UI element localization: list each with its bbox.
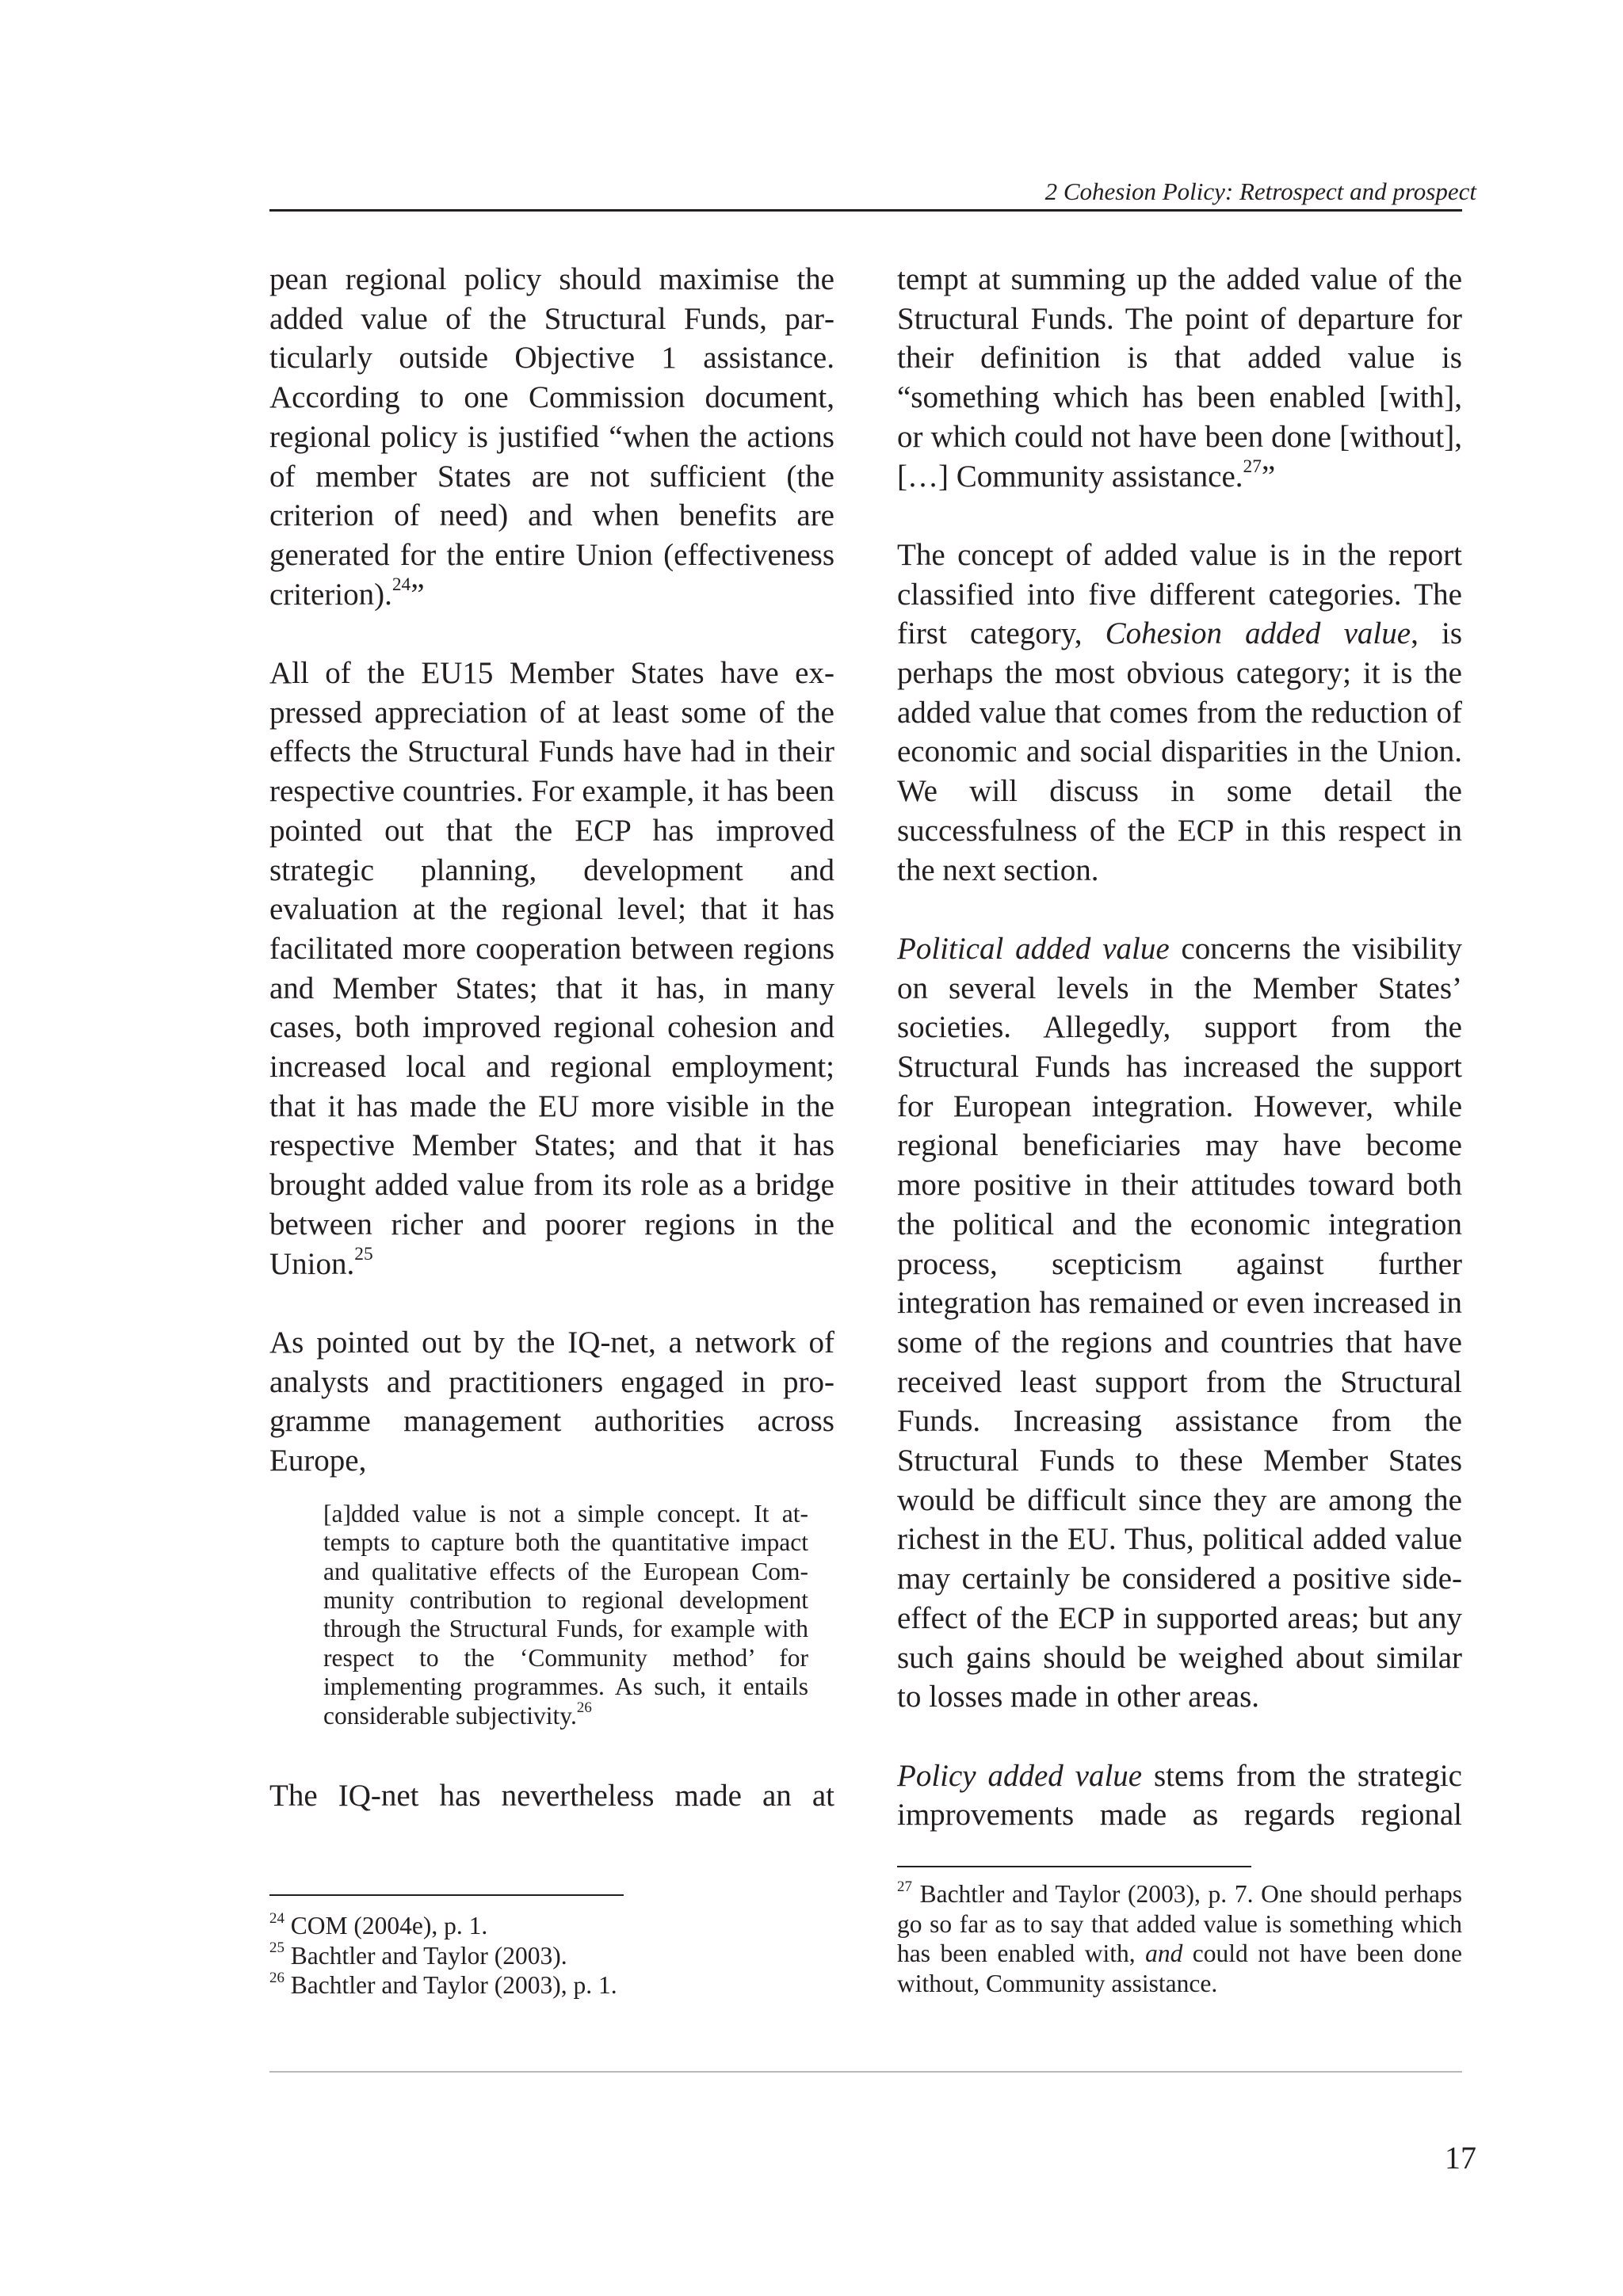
footnote-rule — [269, 1894, 624, 1896]
italic-term: Cohesion added value — [1105, 616, 1411, 651]
left-column — [269, 260, 834, 1816]
page-number: 17 — [1445, 2140, 1476, 2176]
footnote-ref[interactable]: 27 — [1243, 456, 1262, 478]
paragraph: All of the EU15 Member States have expressed appreciation of at least some of the effects the Structural Funds have had in their respective countries. For example, it has been pointed out that the ECP has improved strategic planning, development and evaluation at the regional level; that it has facilitated more cooperation between regions and Member States; that it has, in many cases, both improved regional cohesion and increased local and regional employment; that it has made the EU more visible in the respective Member States; and that it has brought added value from its role as a bridge between richer and poorer regions in the Union.$^{25}$ — [269, 656, 834, 1281]
paragraph: The IQ-net has nevertheless made an at — [269, 1779, 834, 1814]
footnote: $^{27}$ Bachtler and Taylor (2003), p. 7. One should perhaps go so far as to say that added value is something which has been enabled with, and could not have been done without, Community assistance. — [897, 1878, 1462, 1998]
paragraph: pean regional policy should maximise the added value of the Structural Funds, particularly outside Objective 1 assistance. According to one Commission document, regional policy is justified “when the actions of member States are not sufficient (the criterion of need) and when benefits are generated for the entire Union (effectiveness criterion).$^{24}$” — [269, 262, 834, 612]
footnote: $^{24}$ COM (2004e), p. 1. — [269, 1909, 488, 1939]
paragraph: Political added value concerns the visibility on several levels in the Member States’ societies. Allegedly, support from the Structural Funds has increased the support for European integration. However, while regional beneficiaries may have become more positive in their attitudes toward both the political and the economic integration process, scepticism against further integration has remained or even increased in some of the regions and countries that have received least support from the Structural Funds. Increasing assistance from the Structural Funds to these Member States would be difficult since they are among the richest in the EU. Thus, political added value may certainly be considered a positive side-effect of the ECP in supported areas; but any such gains should be weighed about similar to losses made in other areas. — [897, 931, 1462, 1714]
footnote: $^{25}$ Bachtler and Taylor (2003). — [269, 1939, 567, 1970]
footnotes-right — [897, 1879, 1462, 1999]
footnote: $^{26}$ Bachtler and Taylor (2003), p. 1. — [269, 1970, 617, 2000]
paragraph: As pointed out by the IQ-net, a network of analysts and practitioners engaged in programme management authorities across Europe, — [269, 1325, 834, 1478]
footer-rule — [269, 2071, 1462, 2073]
running-title: 2 Cohesion Policy: Retrospect and prospect — [1044, 177, 1476, 205]
footnote-ref[interactable]: 24 — [391, 574, 411, 596]
italic-term: Policy added value — [897, 1758, 1143, 1793]
footnotes-left — [269, 1911, 834, 2000]
paragraph: tempt at summing up the added value of the Structural Funds. The point of departure for their definition is that added value is “something which has been enabled [with], or which could not have been done [without], […] Community assistance.$^{27}$” — [897, 262, 1462, 494]
footnote-rule — [897, 1866, 1251, 1867]
paragraph: Policy added value stems from the strategic improvements made as regards regional — [897, 1758, 1462, 1833]
header-rule — [269, 209, 1462, 212]
right-column — [897, 260, 1462, 1835]
footnote-ref[interactable]: 26 — [576, 1699, 592, 1717]
block-quote: [a]dded value is not a simple concept. It attempts to capture both the quantitative impact and qualitative effects of the European Community contribution to regional development through the Structural Funds, for example with respect to the ‘Community method’ for implementing programmes. As such, it entails considerable subjectivity.$^{26}$ — [323, 1499, 808, 1730]
italic-term: Political added value — [897, 931, 1170, 966]
footnote-ref[interactable]: 25 — [354, 1244, 373, 1265]
paragraph: The concept of added value is in the report classified into five different categories. The first category, Cohesion added value, is perhaps the most obvious category; it is the added value that comes from the reduction of economic and social disparities in the Union. We will discuss in some detail the successfulness of the ECP in this respect in the next section. — [897, 537, 1462, 887]
